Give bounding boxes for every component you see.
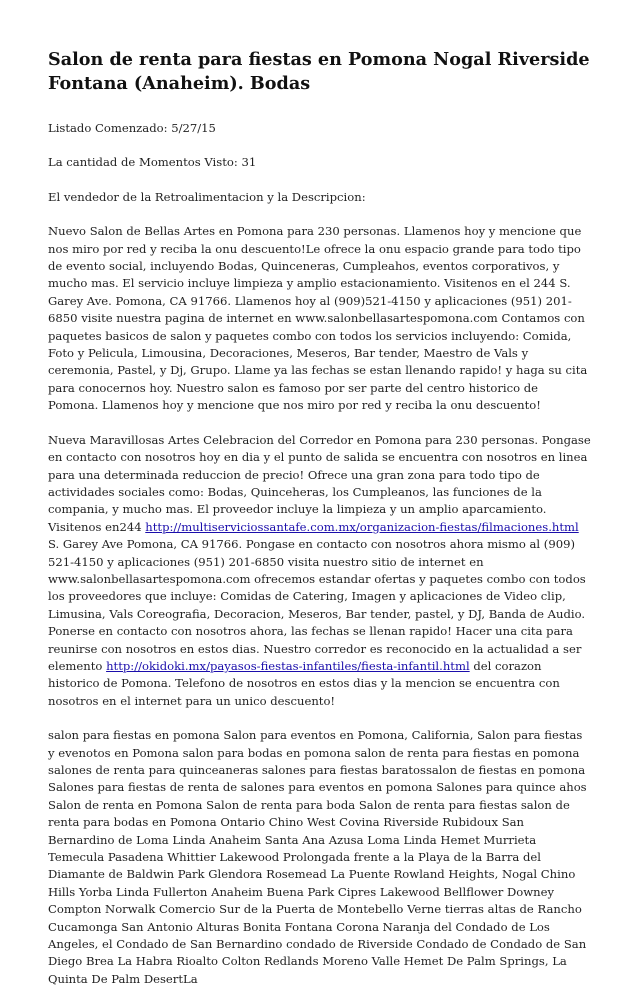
paragraph-2-text-middle: S. Garey Ave Pomona, CA 91766. Pongase en contacto con nosotros ahora mismo al (909) 521-4150 y aplicaciones (951) 201-6850 visita nuestro sitio de internet en www.salonbellasartespomona.com ofrecemos estandar ofertas y paquetes combo con todos los proveedores que incluye: Comidas de Catering, Imagen y aplicaciones de Video clip, Limusina, Vals Coreografia, Decoracion, Meseros, Bar tender, pastel, y DJ, Banda de Audio. Ponerse en contacto con nosotros ahora, las fechas se llenan rapido! Hacer una cita para reunirse con nosotros en estos dias. Nuestro corredor es reconocido en la actualidad a ser elemento <box>48 537 586 673</box>
keywords-paragraph: salon para fiestas en pomona Salon para eventos en Pomona, California, Salon para fiestas y evenotos en Pomona salon para bodas en pomona salon de renta para fiestas en pomona salones de renta para quinceaneras salones para fiestas baratossalon de fiestas en pomona Salones para fiestas de renta de salones para eventos en pomona Salones para quince ahos Salon de renta en Pomona Salon de renta para boda Salon de renta para fiestas salon de renta para bodas en Pomona Ontario Chino West Covina Riverside Rubidoux San Bernardino de Loma Linda Anaheim Santa Ana Azusa Loma Linda Hemet Murrieta Temecula Pasadena Whittier Lakewood Prolongada frente a la Playa de la Barra del Diamante de Baldwin Park Glendora Rosemead La Puente Rowland Heights, Nogal Chino Hills Yorba Linda Fullerton Anaheim Buena Park Cipres Lakewood Bellflower Downey Compton Norwalk Comercio Sur de la Puerta de Montebello Verne tierras altas de Rancho Cucamonga San Antonio Alturas Bonita Fontana Corona Naranja del Condado de Los Angeles, el Condado de San Bernardino condado de Riverside Condado de Condado de San Diego Brea La Habra Rioalto Colton Redlands Moreno Valle Hemet De Palm Springs, La Quinta De Palm DesertLa <box>48 728 587 986</box>
description-paragraph-1: Nuevo Salon de Bellas Artes en Pomona para 230 personas. Llamenos hoy y mencione que nos miro por red y reciba la onu descuento!Le ofrece la onu espacio grande para todo tipo de evento social, incluyendo Bodas, Quinceneras, Cumpleahos, eventos corporativos, y mucho mas. El servicio incluye limpieza y amplio estacionamiento. Visitenos en el 244 S. Garey Ave. Pomona, CA 91766. Llamenos hoy al (909)521-4150 y aplicaciones (951) 201-6850 visite nuestra pagina de internet en www.salonbellasartespomona.com Contamos con paquetes basicos de salon y paquetes combo con todos los servicios incluyendo: Comida, Foto y Pelicula, Limousina, Decoraciones, Meseros, Bar tender, Maestro de Vals y ceremonia, Pastel, y Dj, Grupo. Llame ya las fechas se estan llenando rapido! y haga su cita para conocernos hoy. Nuestro salon es famoso por ser parte del centro historico de Pomona. Llamenos hoy y mencione que nos miro por red y reciba la onu descuento! <box>48 224 588 413</box>
document-page <box>48 48 592 1005</box>
times-viewed: La cantidad de Momentos Visto: 31 <box>48 155 257 170</box>
seller-feedback-heading: El vendedor de la Retroalimentacion y la Descripcion: <box>48 189 366 204</box>
paragraph-2-text-start: Nueva Maravillosas Artes Celebracion del Corredor en Pomona para 230 personas. Pongase en contacto con nosotros hoy en dia y el punto de salida se encuentra con nosotros en linea para una determinada reduccion de precio! Ofrece una gran zona para todo tipo de actividades sociales como: Bodas, Quinceheras, los Cumpleanos, las funciones de la compania, y mucho mas. El proveedor incluye la limpieza y un amplio aparcamiento. Visitenos en244 <box>48 432 591 534</box>
filmaciones-link[interactable]: http://multiserviciossantafe.com.mx/organizacion-fiestas/filmaciones.html <box>145 519 579 534</box>
description-paragraph-2 <box>48 432 592 711</box>
fiesta-infantil-link[interactable]: http://okidoki.mx/payasos-fiestas-infantiles/fiesta-infantil.html <box>106 658 470 673</box>
document-title: Salon de renta para fiestas en Pomona Nogal Riverside Fontana (Anaheim). Bodas <box>48 49 590 94</box>
listing-started: Listado Comenzado: 5/27/15 <box>48 121 216 135</box>
paragraph-2-text-end: del corazon historico de Pomona. Telefono de nosotros en estos dias y la mencion se encuentra con nosotros en el internet para un unico descuento! <box>48 658 560 708</box>
